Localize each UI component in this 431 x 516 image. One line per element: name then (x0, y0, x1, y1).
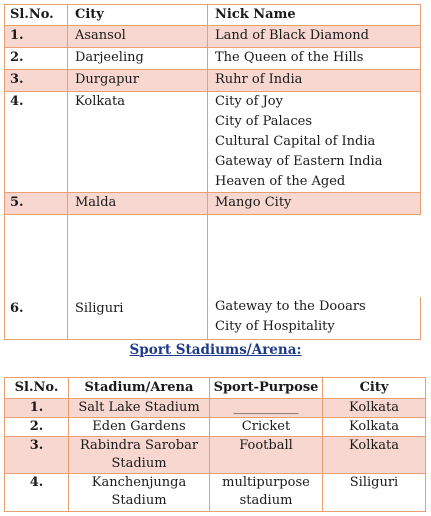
row-city: Kolkata (323, 418, 426, 437)
row-sport-purpose: multipurpose stadium (210, 474, 323, 512)
row-sport-purpose: Cricket (210, 418, 323, 437)
row-sl-no: 5. (5, 193, 68, 215)
row-nick-names (208, 92, 421, 193)
row-nick-name: Land of Black Diamond (208, 26, 421, 48)
header-stadium: Stadium/Arena (69, 378, 210, 399)
row-sl-no: 3. (5, 437, 69, 474)
header-city: City (323, 378, 426, 399)
row-city: Kolkata (323, 437, 426, 474)
row-sl-no: 4. (5, 92, 68, 193)
row-sl-no: 1. (5, 399, 69, 418)
table-gap-row (5, 215, 421, 298)
row-city: Siliguri (68, 297, 208, 340)
table-row (5, 474, 426, 512)
row-sl-no: 2. (5, 418, 69, 437)
row-stadium: Kanchenjunga Stadium (69, 474, 210, 512)
stadiums-heading: Sport Stadiums/Arena: (129, 342, 302, 358)
header-nick-name: Nick Name (208, 5, 421, 26)
table-row (5, 437, 426, 474)
row-sport-purpose: Football (210, 437, 323, 474)
header-sl-no: Sl.No. (5, 378, 69, 399)
row-nick-name: The Queen of the Hills (208, 48, 421, 70)
row-stadium: Eden Gardens (69, 418, 210, 437)
table-header-row (5, 5, 421, 26)
row-city: Kolkata (68, 92, 208, 193)
cities-nickname-table (4, 4, 421, 340)
nick-name-item: Heaven of the Aged (215, 174, 346, 189)
header-city: City (68, 5, 208, 26)
row-city: Siliguri (323, 474, 426, 512)
row-nick-name: Mango City (208, 193, 421, 215)
header-sl-no: Sl.No. (5, 5, 68, 26)
row-stadium: Salt Lake Stadium (69, 399, 210, 418)
row-nick-names (208, 297, 421, 340)
row-sl-no: 2. (5, 48, 68, 70)
nick-name-item: City of Palaces (215, 114, 313, 129)
row-city: Darjeeling (68, 48, 208, 70)
row-sl-no: 4. (5, 474, 69, 512)
row-city: Kolkata (323, 399, 426, 418)
row-city: Malda (68, 193, 208, 215)
nick-name-item: City of Joy (215, 94, 283, 109)
table-row (5, 26, 421, 48)
row-sport-purpose: __________ (210, 399, 323, 418)
header-sport-purpose: Sport-Purpose (210, 378, 323, 399)
row-sl-no: 6. (5, 297, 68, 340)
table-row (5, 297, 421, 340)
row-city: Asansol (68, 26, 208, 48)
stadiums-table (4, 377, 426, 512)
nick-name-item: City of Hospitality (215, 319, 335, 334)
row-city: Durgapur (68, 70, 208, 92)
table-row (5, 92, 421, 193)
table-row (5, 399, 426, 418)
table-header-row (5, 378, 426, 399)
table-row (5, 193, 421, 215)
row-stadium: Rabindra Sarobar Stadium (69, 437, 210, 474)
nick-name-item: Gateway to the Dooars (215, 299, 366, 314)
table-row (5, 418, 426, 437)
table-row (5, 48, 421, 70)
nick-name-item: Cultural Capital of India (215, 134, 376, 149)
row-sl-no: 1. (5, 26, 68, 48)
nick-name-item: Gateway of Eastern India (215, 154, 383, 169)
row-nick-name: Ruhr of India (208, 70, 421, 92)
table-row (5, 70, 421, 92)
row-sl-no: 3. (5, 70, 68, 92)
